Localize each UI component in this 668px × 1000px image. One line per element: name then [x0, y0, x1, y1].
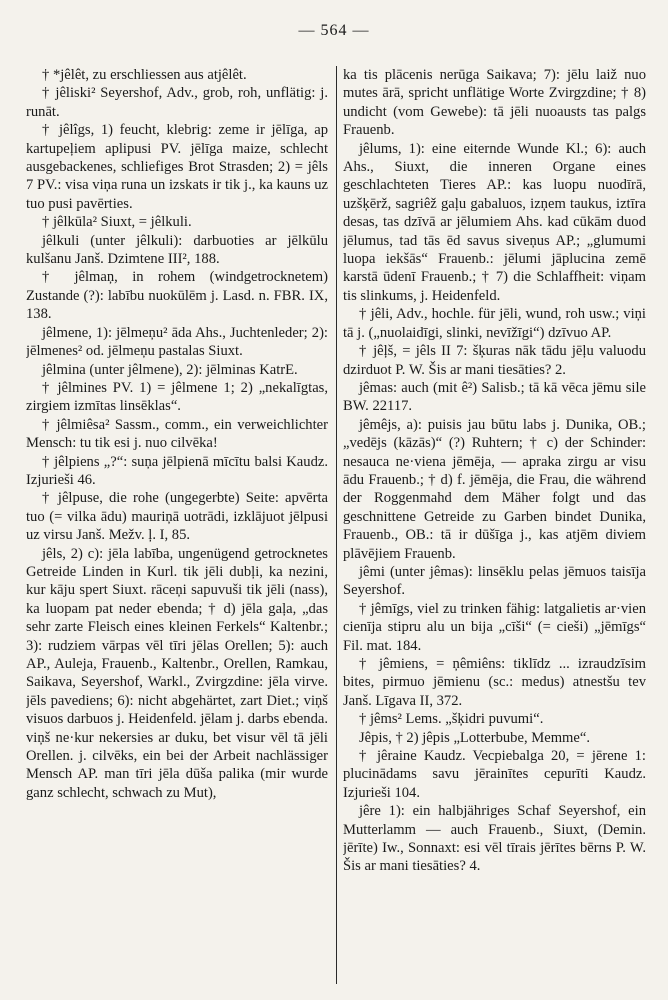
entry-jems: † jêms² Lems. „šķidri puvumi“.	[359, 711, 544, 728]
column-divider	[336, 66, 337, 984]
entry-jelmina: jêlmina (unter jêlmene), 2): jēlminas KatrE.	[42, 361, 298, 378]
entry-jelpuse: † jêlpuse, die rohe (ungegerbte) Seite: apvērta tuo (= vilka ādu) mauriņā uotrādi, izklājuot jēlpusi uz virsu Janš. Mežv. ļ. I, 85.	[26, 490, 328, 544]
entry-jels-2: † jêļš, = jêls II 7: šķuras nāk tādu jēļu valuodu dzirduot P. W. Šis ar mani tiesāties? 2.	[343, 343, 646, 378]
entry-jemi: jêmi (unter jêmas): linsēklu pelas jēmuos taisīja Seyershof.	[343, 563, 646, 599]
entry-jelkula: † jêlkūla² Siuxt, = jêlkuli.	[42, 214, 192, 231]
page-number: — 564 —	[298, 22, 370, 39]
entry-jelmiesa: † jêlmiêsa² Sassm., comm., ein verweichlichter Mensch: tu tik esi j. nuo cilvēka!	[26, 416, 328, 452]
entry-jeligs: † jêlîgs, 1) feucht, klebrig: zeme ir jēlīga, ap kartupeļiem aplipusi PV. jēlīga maize, schlecht ausgebackenes, schliefiges Brot Strasden; 2) = jêls 7 PV.: visa viņa runa un izskats ir tik j., ka kauns uz tuo pusi pavērties.	[26, 122, 328, 212]
entry-jelmines: † jêlmines PV. 1) = jêlmene 1; 2) „nekalīgtas, zirgiem izmītas linsēklas“.	[26, 379, 328, 415]
entry-jels-continued: ka tis plācenis nerūga Saikava; 7): jēlu laiž nuo mutes ārā, spricht unflätige Worte Zvirgzdine; † 8) undicht (vom Gewebe): tā jēli nuoausts tas palgs Frauenb.	[343, 67, 646, 139]
entry-jepis: Jêpis, † 2) jêpis „Lotterbube, Memme“.	[359, 729, 591, 746]
entry-jeliski: † jêliski² Seyershof, Adv., grob, roh, unflätig: j. runāt.	[26, 85, 328, 120]
entry-jemas: jêmas: auch (mit ê²) Salisb.; tā kā vēca jēmu sile BW. 22117.	[343, 379, 646, 415]
entry-jere: jêre 1): ein halbjähriges Schaf Seyershof, ein Mutterlamm — auch Frauenb., Siuxt, (Demin. jērīte) Iw., Sonnaxt: esi vēl tīrais jērītes bērns P. W. Šis ar mani tiesāties? 4.	[343, 803, 646, 875]
entry-jelman: † jêlmaņ, in rohem (windgetrocknetem) Zustande (?): labību nuokūlēm j. Lasd. n. FBR. IX, 138.	[26, 269, 328, 323]
entry-jemejs: jêmêjs, a): puisis jau būtu labs j. Dunika, OB.; „vedējs (kāzās)“ (?) Ruhtern; † c) der Schinder: nesauca ne·viena jēmēja, — apraka zirgu ar visu ādu Frauenb.; † d) f. jēmēja, die Frau, die während der Roggenmahd dem Mäher folgt und das geschnittene Getreide zu Garben bindet Dunika, Frauenb., OB.: tā ir dūšīga j., kas atjēm diviem plāvējiem Frauenb.	[343, 416, 646, 562]
left-column	[26, 66, 328, 986]
entry-jelums: jêlums, 1): eine eiternde Wunde Kl.; 6): auch Ahs., Siuxt, die inneren Organe eines geschlachteten Tieres AP.: kas luopu nuodīrā, uzšķērž, sagriêž gaļu gabaluos, izņem taukus, iztīra desas, tas dzīvā ar jēlumiem Ahs. kad cūkām duod jēlumus, tad tās ēd savus siveņus AP.; „glumumi luopa iekšās“ Frauenb.: jēlumi jāplucina zemē karstā ūdenī Frauenb.; † 7) die Schlaffheit: viņam tis slinkums, j. Heidenfeld.	[343, 140, 646, 304]
entry-jeli: † jêli, Adv., hochle. für jēli, wund, roh usw.; viņi tā j. („nuolaidīgi, slinki, nevīžīgi“) dzīvuo AP.	[343, 306, 646, 341]
entry-jelkuli: jêlkuli (unter jêlkuli): darbuoties ar jēlkūlu kulšanu Janš. Dzimtene III², 188.	[26, 232, 328, 268]
entry-jemiens: † jêmiens, = ņêmiêns: tiklīdz ... izraudzīsim bites, pirmuo jēmienu (sc.: medus) atnestšu tev Janš. Līgava II, 372.	[343, 656, 646, 709]
right-column	[343, 66, 646, 986]
entry-jemigs: † jêmīgs, viel zu trinken fähig: latgalietis ar·vien cienīja stipru alu un bija „cīši“ (= cieši) „jēmīgs“ Fil. mat. 184.	[343, 600, 646, 654]
entry-jeraine: † jêraine Kaudz. Vecpiebalga 20, = jērene 1: plucinādams savu jērainītes cepurīti Kaudz. Izjurieši 104.	[343, 748, 646, 801]
entry-jelmene: jêlmene, 1): jēlmeņu² āda Ahs., Juchtenleder; 2): jēlmenes² od. jēlmeņu pastalas Siuxt.	[26, 324, 328, 360]
entry-jels: jêls, 2) c): jēla labība, ungenügend getrocknetes Getreide Linden in Kurl. tik jēli dubļi, ka nezini, kur kāju spert Siuxt. rāceņi sapuvuši tik jēli (nass), ka luopam pat neder ebenda; † d) jēla gaļa, „das sehr zarte Fleisch eines kleinen Ferkels“ Kaltenbr.; 3): rudziem vārpas vēl tīri jēlas Orellen; 5): auch AP., Auleja, Frauenb., Kaltenbr., Orellen, Ramkau, Saikava, Seyershof, Warkl., Zvirgzdine: jēla virve. jēls pavediens; 6): nicht abgehärtet, zart Diet.; viņš visuos darbuos j. Heidenfeld. jēlam j. darbs ebenda. viņš ne·kur nekersies ar duku, bet visur vēl tā jēli Orellen. j. cilvēks, ein bei der Arbeit nachlässiger Mensch AP. man tīri jēla dūša palika (mir wurde ganz schlecht, schwach zu Mut),	[26, 545, 328, 801]
entry-jelpiens: † jêlpiens „?“: suņa jēlpienā mīcītu balsi Kaudz. Izjurieši 46.	[26, 453, 328, 488]
entry-jelet: † *jêlêt, zu erschliessen aus atjêlêt.	[42, 67, 247, 83]
